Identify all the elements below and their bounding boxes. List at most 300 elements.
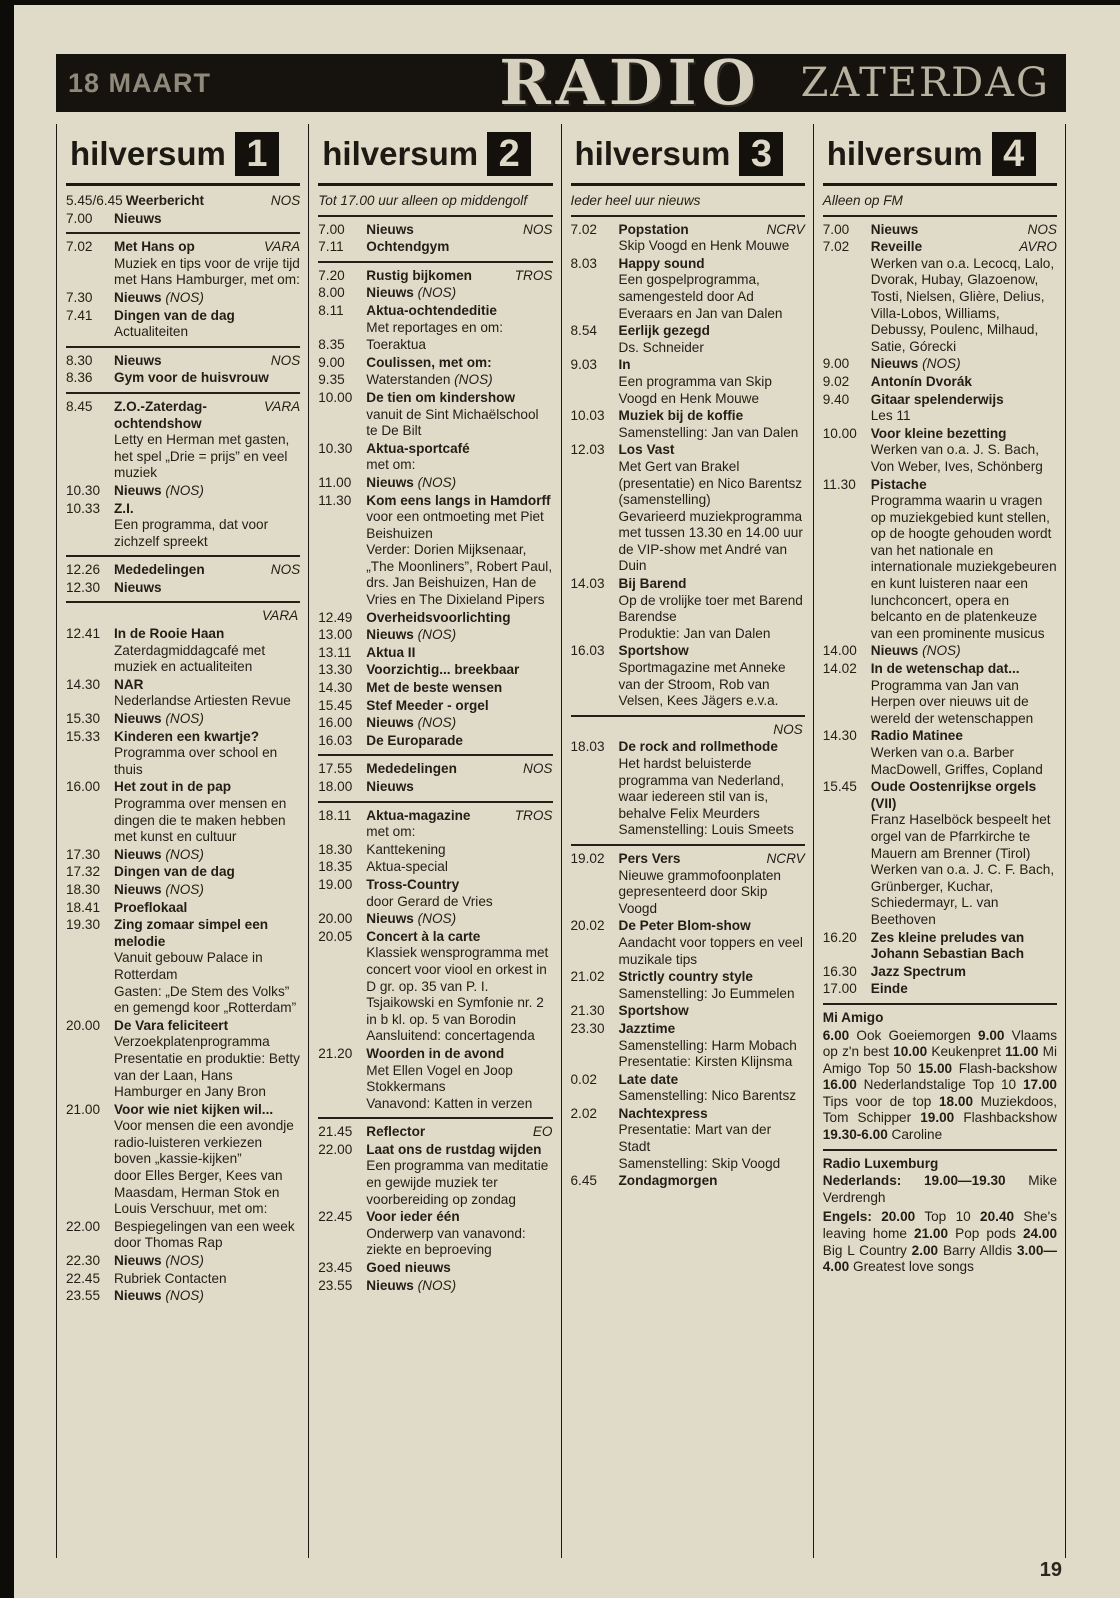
- program-entry: [571, 408, 805, 441]
- program-entry: [318, 808, 552, 841]
- program-title: In de Rooie Haan: [114, 626, 225, 642]
- program-content: [871, 356, 1057, 373]
- program-time: 14.03: [570, 576, 605, 592]
- program-description: Programma van Jan van Herpen over nieuws uit de wereld der wetenschappen: [870, 677, 1034, 726]
- program-title-line: [366, 239, 552, 256]
- program-content: [114, 1102, 300, 1218]
- program-title: Nieuws: [114, 289, 162, 305]
- program-title-line: [366, 355, 552, 372]
- program-time: 7.02: [570, 221, 597, 237]
- program-time: 18.00: [318, 779, 353, 794]
- program-title: Radio Matinee: [870, 728, 963, 744]
- program-time: 22.00: [318, 1141, 353, 1157]
- program-content: [366, 877, 552, 910]
- bold-time: 17.00: [1022, 1077, 1057, 1093]
- program-title: Gitaar spelenderwijs: [870, 391, 1004, 407]
- program-title: Aktua-sportcafé: [366, 440, 470, 456]
- program-title: Popstation: [618, 221, 689, 237]
- divider: [66, 392, 300, 394]
- program-title-line: [114, 1102, 300, 1119]
- column-header-3: [571, 126, 805, 183]
- program-description: Samenstelling: Jo Eummelen: [618, 985, 795, 1001]
- program-entry: [318, 715, 552, 732]
- program-title: Eerlijk gezegd: [618, 323, 710, 339]
- program-entry: [66, 1102, 300, 1218]
- program-description: Met Gert van Brakel (presentatie) en Nico Barentsz (samenstelling): [618, 458, 803, 508]
- program-title-line: [619, 576, 805, 593]
- program-entry: [66, 562, 300, 579]
- program-title: Weerbericht: [125, 193, 205, 208]
- program-content: [114, 1253, 300, 1270]
- program-title-line: [619, 918, 805, 935]
- program-entry: [318, 929, 552, 1045]
- program-time: 20.05: [318, 928, 353, 944]
- program-entry: [318, 610, 552, 627]
- program-time: 15.30: [66, 711, 101, 727]
- network-tag: NCRV: [766, 221, 805, 237]
- program-time: 10.33: [66, 500, 101, 516]
- bold-time: 16.00: [822, 1077, 857, 1093]
- program-description: Verzoekplatenprogramma: [114, 1034, 270, 1050]
- program-title-line: [871, 643, 1057, 660]
- program-title: Late date: [618, 1071, 679, 1087]
- program-content: [366, 1278, 552, 1295]
- program-description: Muziek en tips voor de vrije tijd met Hans Hamburger, met om:: [114, 255, 300, 288]
- program-description: Aandacht voor toppers en veel muzikale tips: [618, 934, 803, 967]
- program-time: 19.30: [66, 917, 101, 933]
- program-title: In de wetenschap dat...: [870, 661, 1020, 677]
- program-title: Dingen van de dag: [114, 307, 235, 323]
- program-time: 7.11: [318, 239, 344, 255]
- program-entry: [66, 399, 300, 482]
- network-tag: NOS: [523, 221, 553, 237]
- program-title-line: [114, 1018, 300, 1035]
- program-time: 17.32: [66, 864, 101, 880]
- program-time: 22.45: [318, 1209, 353, 1225]
- program-entry: [571, 1072, 805, 1105]
- program-title-line: [871, 930, 1057, 963]
- program-entry: [571, 357, 805, 407]
- program-title-line: [114, 370, 300, 387]
- program-title-line: [619, 1003, 805, 1020]
- program-description: Sportmagazine met Anneke van der Stroom, Rob van Velsen, Kees Jägers e.v.a.: [618, 660, 786, 709]
- program-content: [114, 1018, 300, 1101]
- program-title: Gym voor de huisvrouw: [114, 370, 269, 386]
- program-content: [114, 353, 300, 370]
- program-content: [114, 211, 300, 228]
- program-description: Verder: Dorien Mijksenaar, „The Moonliners”, Robert Paul, drs. Jan Beishuizen, Han de Vries en The Dixieland Pipers: [366, 542, 553, 608]
- program-description: Samenstelling: Nico Barentsz: [618, 1088, 797, 1104]
- program-entry: [66, 370, 300, 387]
- program-entry: [66, 847, 300, 864]
- program-time: 7.20: [318, 267, 345, 283]
- program-title: Bij Barend: [618, 576, 687, 592]
- divider: [823, 215, 1057, 217]
- program-content: [366, 680, 552, 697]
- program-entry: [318, 222, 552, 239]
- program-title: Jazztime: [618, 1020, 676, 1036]
- program-entry: [66, 211, 300, 228]
- program-description: Produktie: Jan van Dalen: [618, 625, 771, 641]
- divider: [318, 261, 552, 263]
- program-entry: [66, 239, 300, 289]
- program-time: 8.11: [318, 302, 344, 318]
- program-title: Voorzichtig... breekbaar: [366, 662, 520, 678]
- program-description: Het hardst beluisterde programma van Nederland, waar iedereen stil van is, behalve Felix Meurders: [618, 756, 784, 821]
- program-description: Onderwerp van vanavond: ziekte en beproeving: [366, 1225, 526, 1258]
- program-title-line: [114, 864, 300, 881]
- program-content: [619, 323, 805, 356]
- program-title: Nieuws: [366, 627, 414, 643]
- divider: [571, 715, 805, 717]
- program-title: Antonín Dvorák: [870, 373, 972, 389]
- program-time: 8.36: [66, 370, 93, 386]
- program-entry: [823, 374, 1057, 391]
- program-title-line: [114, 711, 300, 728]
- program-title: Concert à la carte: [366, 928, 481, 944]
- program-content: [114, 779, 300, 845]
- program-description: Nederlandse Artiesten Revue: [114, 693, 291, 709]
- program-title-line: [114, 847, 300, 864]
- program-entry: [823, 661, 1057, 727]
- program-entry: [571, 1021, 805, 1071]
- program-entry: [66, 779, 300, 845]
- program-time: 10.00: [822, 425, 857, 441]
- program-time: 9.03: [570, 357, 597, 373]
- program-content: [366, 808, 552, 841]
- program-entry: [318, 779, 552, 796]
- program-description: Presentatie en produktie: Betty van der Laan, Hans Hamburger en Jany Bron: [114, 1050, 300, 1100]
- program-title-line: [114, 917, 300, 950]
- column-hilversum-2: [308, 124, 560, 1558]
- program-time: 13.11: [318, 644, 352, 660]
- program-time: 7.02: [822, 239, 850, 255]
- program-entry: [318, 911, 552, 928]
- program-title-line: [871, 222, 1057, 239]
- program-description: Programma waarin u vragen op muziekgebied kunt stellen, op de hoogte gehouden wordt van het nationale en internationale muziekgebeuren en kunt luisteren naar een lunchconcert, opera en belcanto en de platenkeuze van een prominente musicus: [870, 493, 1057, 641]
- program-description: door Elles Berger, Kees van Maasdam, Herman Stok en Louis Verschuur, met om:: [114, 1168, 283, 1217]
- day-label: ZATERDAG: [800, 60, 1050, 106]
- program-content: [619, 851, 805, 917]
- program-title: Voor ieder één: [366, 1209, 460, 1225]
- program-content: [114, 290, 300, 307]
- program-description: Nieuwe grammofoonplaten gepresenteerd door Skip Voogd: [618, 867, 781, 916]
- program-content: [114, 882, 300, 899]
- program-title-line: [114, 626, 300, 643]
- program-content: [114, 917, 300, 1017]
- program-title: Rustig bijkomen: [366, 267, 472, 283]
- program-title-line: [366, 911, 552, 928]
- program-time: 21.00: [66, 1101, 101, 1117]
- program-content: [114, 677, 300, 710]
- program-entry: [66, 193, 300, 210]
- program-title: Nieuws: [114, 711, 162, 727]
- program-title-line: [366, 1142, 552, 1159]
- program-title-line: [114, 501, 300, 518]
- masthead: [56, 46, 1066, 119]
- header-divider: [571, 183, 805, 186]
- program-title-line: [366, 1278, 552, 1295]
- program-title-line: [366, 627, 552, 644]
- broadcaster-suffix: (NOS): [413, 474, 457, 490]
- program-title-line: [871, 477, 1057, 494]
- program-entry: [318, 877, 552, 910]
- program-time: 23.45: [318, 1260, 353, 1276]
- program-title: Pers Vers: [618, 850, 681, 866]
- program-content: [366, 842, 552, 859]
- program-time: 23.55: [66, 1288, 101, 1304]
- program-time: 8.45: [66, 398, 93, 414]
- program-title-line: [871, 392, 1057, 409]
- program-title: Nieuws: [366, 474, 414, 490]
- program-title-line: [114, 882, 300, 899]
- program-entry: [66, 580, 300, 597]
- program-entry: [571, 576, 805, 642]
- divider: [571, 844, 805, 846]
- program-time: 7.41: [66, 307, 93, 323]
- program-title-line: [871, 356, 1057, 373]
- program-content: [619, 1173, 805, 1190]
- program-title: Zondagmorgen: [618, 1173, 718, 1189]
- program-time: 16.20: [822, 929, 857, 945]
- program-entry: [318, 680, 552, 697]
- network-tag: TROS: [514, 267, 553, 283]
- program-time: 7.00: [66, 210, 93, 226]
- program-title-line: [366, 698, 552, 715]
- program-content: [114, 729, 300, 779]
- program-title-line: [366, 268, 552, 285]
- program-content: [114, 864, 300, 881]
- program-content: [366, 645, 552, 662]
- program-title-line: [366, 680, 552, 697]
- divider: [823, 1003, 1057, 1005]
- program-content: [114, 308, 300, 341]
- program-title: Nachtexpress: [618, 1105, 708, 1121]
- program-content: [871, 964, 1057, 981]
- program-title: Rubriek Contacten: [114, 1270, 227, 1286]
- program-title-line: [366, 929, 552, 946]
- network-tag: NCRV: [766, 850, 805, 866]
- program-entry: [318, 372, 552, 389]
- program-content: [619, 643, 805, 709]
- program-title-line: [366, 285, 552, 302]
- program-time: 10.00: [318, 389, 353, 405]
- program-title-line: [114, 1271, 300, 1288]
- program-entry: [66, 308, 300, 341]
- program-time: 23.30: [570, 1020, 605, 1036]
- program-title: Happy sound: [618, 255, 705, 271]
- program-title-line: [871, 239, 1057, 256]
- program-entry: [318, 1260, 552, 1277]
- program-title: Aktua II: [366, 644, 416, 660]
- program-content: [114, 501, 300, 551]
- program-title-line: [114, 308, 300, 325]
- program-entry: [571, 969, 805, 1002]
- divider: [823, 1149, 1057, 1151]
- program-title-line: [619, 1072, 805, 1089]
- header-divider: [66, 183, 300, 186]
- program-time: 22.45: [66, 1270, 101, 1286]
- program-entry: [571, 918, 805, 968]
- program-content: [366, 715, 552, 732]
- program-entry: [823, 643, 1057, 660]
- program-entry: [571, 851, 805, 917]
- program-time: 6.45: [570, 1173, 597, 1189]
- program-content: [114, 1271, 300, 1288]
- broadcaster-suffix: (NOS): [161, 1253, 204, 1269]
- program-content: [619, 1021, 805, 1071]
- program-content: [871, 222, 1057, 239]
- program-content: [871, 981, 1057, 998]
- program-content: [619, 408, 805, 441]
- program-time: 18.41: [66, 899, 101, 915]
- program-entry: [823, 356, 1057, 373]
- program-content: [871, 392, 1057, 425]
- program-title: Nieuws: [366, 779, 414, 794]
- program-title: Nieuws: [114, 482, 162, 498]
- program-time: 9.35: [318, 372, 345, 388]
- program-entry: [66, 1253, 300, 1270]
- program-time: 16.00: [318, 715, 353, 731]
- program-entry: [823, 964, 1057, 981]
- program-title-line: [366, 610, 552, 627]
- program-title: Zes kleine preludes van Johann Sebastian Bach: [870, 929, 1025, 962]
- program-entry: [66, 917, 300, 1017]
- program-title: Goed nieuws: [366, 1260, 451, 1276]
- program-title-line: [366, 715, 552, 732]
- program-time: 2.02: [570, 1105, 597, 1121]
- program-entry: [318, 662, 552, 679]
- program-title-line: [366, 390, 552, 407]
- program-entry: [318, 733, 552, 750]
- divider: [318, 801, 552, 803]
- program-content: [366, 1046, 552, 1112]
- station-schedule-text: 6.00 Ook Goeiemorgen 9.00 Vlaams op z'n best 10.00 Keukenpret 11.00 Mi Amigo Top 50 15.00 Flash-backshow 16.00 Nederlandstalige Top 10 17.00 Tips voor de top 18.00 Muziekdoos, Tom Schipper 19.00 Flashbackshow 19.30-6.00 Caroline: [822, 1027, 1058, 1143]
- program-content: [871, 930, 1057, 963]
- program-title: Proeflokaal: [114, 899, 188, 915]
- column-hilversum-1: [56, 124, 308, 1558]
- network-tag: NOS: [270, 352, 301, 368]
- program-time: 18.30: [318, 841, 353, 857]
- program-description: Vanavond: Katten in verzen: [366, 1095, 533, 1111]
- program-title-line: [871, 426, 1057, 443]
- bold-time: 19.30-6.00: [822, 1127, 888, 1143]
- program-time: 15.45: [822, 779, 857, 795]
- program-content: [366, 929, 552, 1045]
- broadcaster-suffix: (NOS): [161, 289, 204, 305]
- broadcaster-suffix: (NOS): [413, 715, 457, 731]
- program-title: Aktua-magazine: [366, 807, 471, 823]
- program-content: [871, 477, 1057, 643]
- program-title-line: [114, 1253, 300, 1270]
- network-tag: AVRO: [1019, 239, 1057, 255]
- program-title-line: [366, 1124, 552, 1141]
- program-time: 18.03: [570, 739, 605, 755]
- program-title-line: [366, 808, 552, 825]
- radio-logo: RADIO: [499, 46, 761, 119]
- program-title: Nieuws: [366, 221, 414, 237]
- program-title: Strictly country style: [618, 969, 753, 985]
- program-time: 19.00: [318, 876, 353, 892]
- program-entry: [318, 441, 552, 474]
- program-content: [366, 1142, 552, 1208]
- program-content: [871, 779, 1057, 928]
- program-description: Gevarieerd muziekprogramma met tussen 13.30 en 14.00 uur de VIP-show met André van Duin: [618, 508, 803, 574]
- program-time: 14.30: [822, 728, 857, 744]
- program-content: [619, 1106, 805, 1172]
- program-time: 10.03: [570, 408, 605, 424]
- program-entry: [823, 779, 1057, 928]
- program-description: Samenstelling: Harm Mobach: [618, 1037, 797, 1053]
- program-description: Samenstelling: Skip Voogd: [618, 1155, 781, 1171]
- program-entry: [318, 645, 552, 662]
- program-content: [619, 442, 805, 575]
- program-content: [871, 728, 1057, 778]
- program-content: [366, 239, 552, 256]
- program-time: 12.49: [318, 609, 353, 625]
- program-time: 11.00: [318, 474, 352, 490]
- program-content: [114, 626, 300, 676]
- program-entry: [571, 323, 805, 356]
- column-header-2: [318, 126, 552, 183]
- divider: [66, 555, 300, 557]
- network-tag: NOS: [1027, 221, 1057, 237]
- station-schedule-text: Engels: 20.00 Top 10 20.40 She's leaving home 21.00 Pop pods 24.00 Big L Country 2.00 Barry Alldis 3.00—4.00 Greatest love songs: [822, 1209, 1058, 1275]
- column-title: hilversum: [826, 134, 983, 172]
- program-title-line: [619, 1021, 805, 1038]
- program-description: Presentatie: Mart van der Stadt: [618, 1122, 772, 1155]
- program-content: [366, 493, 552, 609]
- program-title: Sportshow: [618, 1003, 689, 1019]
- program-title: Kanttekening: [366, 841, 446, 857]
- program-description: Een gospelprogramma, samengesteld door Ad Everaars en Jan van Dalen: [618, 272, 783, 321]
- broadcaster-suffix: (NOS): [450, 372, 493, 388]
- program-content: [114, 1219, 300, 1252]
- program-description: Samenstelling: Jan van Dalen: [618, 424, 799, 440]
- station-schedule-text: Nederlands: 19.00—19.30 Mike Verdrengh: [822, 1173, 1058, 1205]
- program-content: [366, 610, 552, 627]
- program-title: Voor wie niet kijken wil...: [114, 1101, 274, 1117]
- program-title: De Europarade: [366, 732, 463, 748]
- program-title-line: [366, 372, 552, 389]
- program-content: [366, 475, 552, 492]
- divider: [66, 232, 300, 234]
- column-number-box: 4: [992, 132, 1036, 176]
- column-header-4: [823, 126, 1057, 183]
- program-title-line: [114, 1219, 300, 1252]
- program-entry: [318, 355, 552, 372]
- station-heading: Radio Luxemburg: [822, 1155, 939, 1171]
- program-description: Een programma van Skip Voogd en Henk Mouwe: [618, 373, 772, 406]
- program-time: 7.02: [66, 239, 93, 255]
- column-intro: Ieder heel uur nieuws: [570, 193, 701, 208]
- broadcaster-suffix: (NOS): [161, 881, 204, 897]
- page-number: 19: [1039, 1559, 1062, 1581]
- program-entry: [66, 882, 300, 899]
- program-description: Klassiek wensprogramma met concert voor viool en orkest in D gr. op. 35 van P. I. Tsjaikowski en Symfonie nr. 2 in b kl. op. 5 van Borodin: [366, 945, 549, 1027]
- program-time: 8.03: [570, 255, 597, 271]
- network-tag: NOS: [523, 761, 553, 777]
- program-title-line: [366, 662, 552, 679]
- program-title-line: [619, 739, 805, 756]
- program-time: 18.11: [318, 807, 352, 823]
- program-title: Kinderen een kwartje?: [114, 728, 260, 744]
- program-time: 7.00: [318, 221, 345, 237]
- program-title: Nieuws: [114, 579, 162, 595]
- program-content: [114, 370, 300, 387]
- program-title: Overheidsvoorlichting: [366, 609, 511, 625]
- program-time: 10.30: [66, 482, 101, 498]
